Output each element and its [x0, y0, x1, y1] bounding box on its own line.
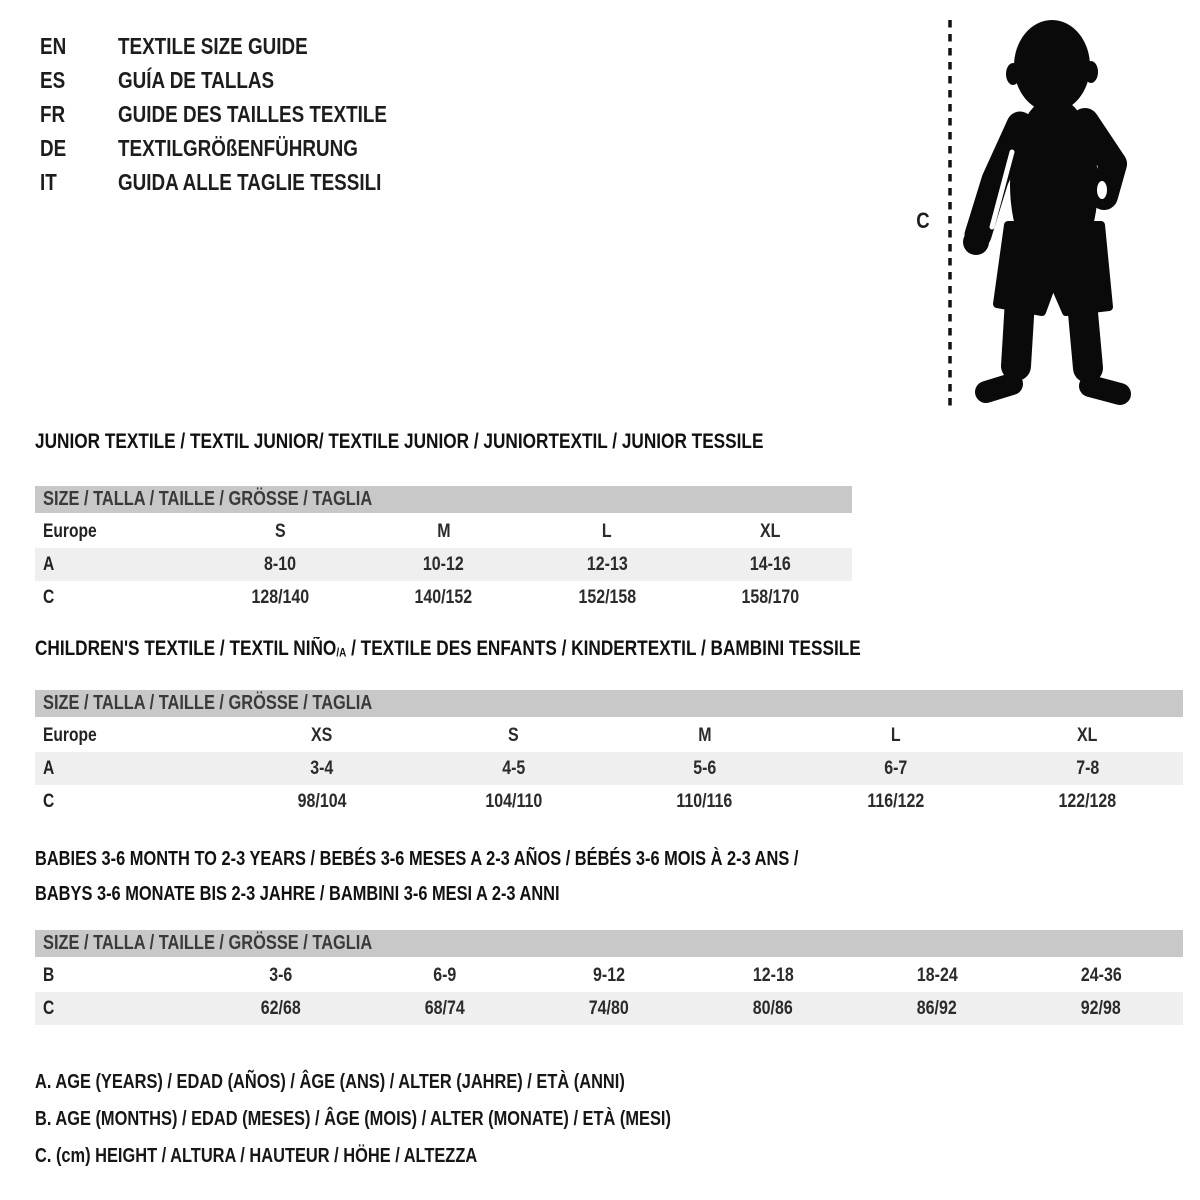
table-row-b [35, 958, 1183, 992]
row-label: Europe [43, 724, 97, 746]
children-size-table [35, 690, 1183, 818]
cell-value: M [436, 520, 451, 542]
lang-row-es [40, 63, 446, 97]
cell-value: 4-5 [501, 757, 525, 779]
cell-value: M [698, 724, 712, 746]
cell-value: 158/170 [741, 586, 800, 608]
row-label: C [43, 997, 55, 1019]
cell-value: 6-7 [884, 757, 908, 779]
size-header-bar: SIZE / TALLA / TAILLE / GRÖSSE / TAGLIA [35, 486, 852, 514]
lang-row-it [40, 165, 446, 199]
height-measure-label: C [916, 208, 930, 233]
lang-code-es: ES [40, 67, 66, 93]
lang-code-it: IT [40, 169, 57, 195]
size-header-row [35, 930, 1183, 958]
cell-value: 3-6 [269, 964, 293, 986]
table-row-c [35, 785, 1183, 818]
cell-value: 128/140 [251, 586, 309, 608]
cell-value: 14-16 [749, 553, 791, 575]
size-header-row [35, 486, 852, 514]
lang-title-de: TEXTILGRÖßENFÜHRUNG [118, 135, 358, 161]
size-header-bar: SIZE / TALLA / TAILLE / GRÖSSE / TAGLIA [35, 930, 1183, 958]
cell-value: S [507, 724, 519, 746]
cell-value: 122/128 [1058, 790, 1117, 812]
cell-value: 152/158 [578, 586, 636, 608]
size-header-bar: SIZE / TALLA / TAILLE / GRÖSSE / TAGLIA [35, 690, 1183, 718]
cell-value: XS [311, 724, 333, 746]
section-title-junior: JUNIOR TEXTILE / TEXTIL JUNIOR/ TEXTILE JUNIOR / JUNIORTEXTIL / JUNIOR TESSILE [35, 430, 764, 453]
legend-line-a: A. AGE (YEARS) / EDAD (AÑOS) / ÂGE (ANS) / ALTER (JAHRE) / ETÀ (ANNI) [35, 1071, 625, 1093]
lang-code-de: DE [40, 135, 67, 161]
section-title-babies-line2: BABYS 3-6 MONATE BIS 2-3 JAHRE / BAMBINI 3-6 MESI A 2-3 ANNI [35, 883, 560, 905]
table-row-a [35, 548, 852, 581]
row-label: C [43, 790, 55, 812]
cell-value: 7-8 [1075, 757, 1099, 779]
language-title-list [40, 29, 446, 199]
measurement-legend [35, 1064, 811, 1175]
table-row-europe [35, 718, 1183, 752]
cell-value: 9-12 [593, 964, 625, 986]
lang-title-es: GUÍA DE TALLAS [118, 67, 275, 93]
lang-title-it: GUIDA ALLE TAGLIE TESSILI [118, 169, 382, 195]
cell-value: 92/98 [1081, 997, 1121, 1019]
cell-value: 12-13 [586, 553, 628, 575]
cell-value: 8-10 [264, 553, 297, 575]
cell-value: 104/110 [484, 790, 542, 812]
size-header-row [35, 690, 1183, 718]
cell-value: 18-24 [916, 964, 958, 986]
junior-size-table [35, 486, 852, 614]
cell-value: 68/74 [425, 997, 465, 1019]
cell-value: 24-36 [1080, 964, 1122, 986]
row-label: Europe [43, 520, 97, 542]
cell-value: L [601, 520, 612, 542]
lang-row-fr [40, 97, 446, 131]
cell-value: 3-4 [310, 757, 334, 779]
cell-value: 80/86 [753, 997, 793, 1019]
table-row-a [35, 752, 1183, 785]
babies-size-table [35, 930, 1183, 1025]
cell-value: S [274, 520, 286, 542]
cell-value: 116/122 [867, 790, 925, 812]
lang-code-en: EN [40, 33, 67, 59]
cell-value: 140/152 [414, 586, 473, 608]
cell-value: 86/92 [917, 997, 957, 1019]
lang-title-en: TEXTILE SIZE GUIDE [118, 33, 308, 59]
cell-value: 10-12 [423, 553, 464, 575]
legend-line-c: C. (cm) HEIGHT / ALTURA / HAUTEUR / HÖHE / ALTEZZA [35, 1145, 478, 1167]
cell-value: 6-9 [433, 964, 457, 986]
cell-value: XL [760, 520, 781, 542]
table-row-c [35, 992, 1183, 1025]
cell-value: 62/68 [261, 997, 301, 1019]
row-label: C [43, 586, 55, 608]
nino-a-subscript: /A [336, 645, 347, 660]
cell-value: 5-6 [693, 757, 717, 779]
row-label: B [43, 964, 55, 986]
lang-row-de [40, 131, 446, 165]
cell-value: 98/104 [297, 790, 347, 812]
lang-row-en [40, 29, 446, 63]
lang-title-fr: GUIDE DES TAILLES TEXTILE [118, 101, 387, 127]
lang-code-fr: FR [40, 101, 66, 127]
cell-value: XL [1077, 724, 1098, 746]
row-label: A [43, 757, 55, 779]
section-title-children: CHILDREN'S TEXTILE / TEXTIL NIÑO/A / TEXTILE DES ENFANTS / KINDERTEXTIL / BAMBINI TESSILE [35, 637, 861, 660]
cell-value: 74/80 [589, 997, 629, 1019]
cell-value: 12-18 [752, 964, 794, 986]
table-row-c [35, 581, 852, 614]
cell-value: 110/116 [676, 790, 733, 812]
legend-line-b: B. AGE (MONTHS) / EDAD (MESES) / ÂGE (MOIS) / ALTER (MONATE) / ETÀ (MESI) [35, 1108, 671, 1130]
table-row-europe [35, 514, 852, 548]
row-label: A [43, 553, 55, 575]
section-title-babies-line1: BABIES 3-6 MONTH TO 2-3 YEARS / BEBÉS 3-6 MESES A 2-3 AÑOS / BÉBÉS 3-6 MOIS À 2-3 ANS / [35, 848, 799, 870]
cell-value: L [891, 724, 901, 746]
